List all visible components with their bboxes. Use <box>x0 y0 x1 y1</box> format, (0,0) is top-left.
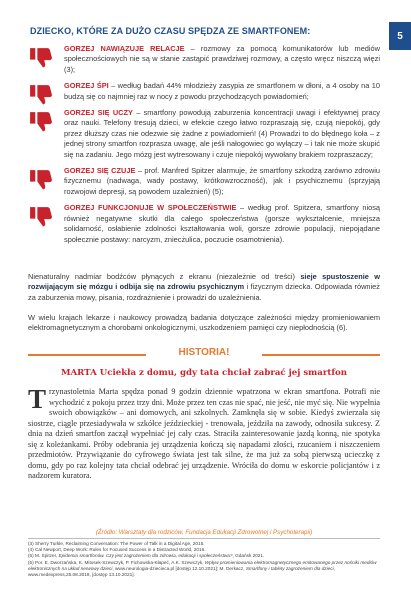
item-text: – rozmowy za pomocą komunikatorów lub mediów społecznościowych nie są w stanie zastąpić prawdziwej rozmowy, a często wręcz niszczą więzi (3); <box>64 44 381 74</box>
paragraph-emphasis: sieje spustoszenie w rozwijającym się mózgu i odbija się na zdrowiu psychicznym <box>28 272 380 292</box>
thumbs-down-icon <box>28 45 53 70</box>
list-item <box>28 81 380 102</box>
footnote-part: , www.neurologia-dziecieca.pl [dostęp 12.10.2021]; M. Derkacz, <box>112 565 246 571</box>
item-keyword: GORZEJ SIĘ CZUJE <box>64 166 136 176</box>
historia-header <box>28 347 380 361</box>
historia-label: HISTORIA! <box>178 347 230 358</box>
item-text: – smartfony powodują zaburzenia koncentracji uwagi i efektywnej pracy oraz nauki. Telefony tresują dzieci, w efekcie czego łatwo rozpraszają się, czują niepokój, gdy przez dłuższy czas nie odezwie się żadne z powiadomień! (4) Prowadzi to do błędnego koła – z jednej strony smartfon rozprasza uwagę, ale jeśli nałogowiec go wyłączy – i tak nie może skupić się na zadaniu. Jego mózg jest wytresowany i czuje niepokój wywołany brakiem rozpraszaczy; <box>64 108 380 159</box>
list-item <box>28 44 380 75</box>
divider <box>28 538 380 539</box>
footnotes <box>28 541 380 578</box>
paragraph-text: Nienaturalny nadmiar bodźców płynących z ekranu (niezależnie od treści) <box>28 272 301 281</box>
footnote: (4) Cal Newport, Deep Work: Rules for Focused Success in a Distracted World, 2016. <box>28 547 206 553</box>
story-title: MARTA Uciekła z domu, gdy tata chciał zabrać jej smartfon <box>60 368 348 378</box>
footnote-part: (5) M. Spitzer, <box>28 553 59 559</box>
paragraph-stimuli <box>28 272 380 303</box>
footnote-part: , www.medexpress,25.08.2018, [dostęp 13.10.2021]. <box>28 565 335 578</box>
item-keyword: GORZEJ SIĘ UCZY <box>64 108 133 118</box>
story-body <box>28 384 380 482</box>
thumbs-down-icon <box>28 167 53 192</box>
footnote: (3) Sherry Turkle, Reclaiming Conversation: The Power of Talk in a Digital Age, 2015. <box>28 541 205 546</box>
thumbs-down-icon <box>28 109 53 134</box>
footnote-title: Smartfony i tablety zagrożeniem dla dzieci <box>245 565 334 571</box>
section-title: DZIECKO, KTÓRE ZA DUŻO CZASU SPĘDZA ZE SMARTFONEM: <box>30 26 311 36</box>
list-item <box>28 166 380 197</box>
list-item <box>28 203 380 245</box>
item-text: – prof. Manfred Spitzer alarmuje, że smartfony szkodzą zarówno zdrowiu fizycznemu (nadwaga, wady postawy, krótkowzroczność), jak i psychicznemu (sprzyjają rozwojowi depresji, są powodem uzależnień) (5); <box>64 166 380 196</box>
source-note: (Źródło: Warsztaty dla rodziców, Fundacja Edukacji Zdrowotnej i Psychoterapii) <box>95 529 313 536</box>
paragraph-text: i fizycznym dziecka. Odpowiada również za zaburzenia mowy, pisania, rozdrażnienie i prowadzi do uzależnienia. <box>28 282 380 302</box>
footnote-title: Wpływ promieniowania elektromagnetycznego emitowanego przez nośniki mediów elektronicznych na układ nerwowy dzieci <box>28 559 377 571</box>
thumbs-down-icon <box>28 82 53 107</box>
footnote-title: Epidemia smartfonów. Czy jest zagrożeniem dla zdrowia, edukacji i społeczeństwa? <box>58 553 233 559</box>
item-keyword: GORZEJ FUNKCJONUJE W SPOŁECZEŃSTWIE <box>64 203 237 213</box>
item-keyword: GORZEJ NAWIĄZUJE RELACJE <box>64 44 185 53</box>
effects-list <box>28 44 380 251</box>
footnote-part: , Gdańsk 2021. <box>232 553 265 559</box>
list-item <box>28 108 380 160</box>
footnote <box>28 560 380 579</box>
item-text: – według prof. Spitzera, smartfony niosą również negatywne skutki dla całego społeczeństwa (gorsze wykształcenie, mniejsza solidarność, osłabienie zdolności kształtowania woli, gorsze zdrowie populacji, niepojądane społecznie postawy: narcyzm, zniecżulica, poczucie osamotnienia). <box>64 203 380 244</box>
item-text: – według badań 44% młodzieży zasypia ze smartfonem w dłoni, a 4 osoby na 10 budzą się co najmniej raz w nocy z powodu przychodzących powiadomień; <box>64 81 381 101</box>
page-number: 5 <box>389 22 411 50</box>
thumbs-down-icon <box>28 204 53 229</box>
paragraph-research: W wielu krajach lekarze i naukowcy prowadzą badania dotyczące zależności między promieniowaniem elektromagnetycznym a chorobami onkologicznymi, uszkodzeniem pamięci czy niepłodnością (6). <box>28 313 380 333</box>
story-text: rzynastoletnia Marta spędza ponad 9 godzin dziennie wpatrzona w ekran smartfona. Potrafi nie wychodzić z pokoju przez trzy dni. Może przez ten czas nie spać, nie jeść, nie myć się. Nie wypełnia swoich obowiązków – ani domowych, ani szkolnych. Zamknęła się w sobie. Kiedyś zwierzała się siostrze, ciągle przesiadywała w szkółce jeździeckiej - trenowała, jeździła na zawody, odnosiła sukcesy. Z dnia na dzień smartfon zaczął wypełniać jej cały czas. Straciła zainteresowanie jazdą konną, nie spotyka się z koleżankami. Próby odebrania jej urządzenia kończą się napadami złości, rzucaniem i niszczeniem przedmiotów. Przywiązanie do cyfrowego świata jest tak silne, że ma już za sobą pierwszą ucieczkę z domu, gdy po raz kolejny tata chciał odebrać jej urządzenie. Wróciła do domu w eskorcie policjantów i z nadzorem kuratora. <box>28 387 380 480</box>
footnote-part: (6) Por. E. Dworzańska, K. Mitosek-Szewczyk, P. Fichowska-Kłapeć, A.K. Szewczyk, <box>28 559 205 565</box>
item-keyword: GORZEJ ŚPI <box>64 81 109 91</box>
drop-cap: T <box>28 384 47 414</box>
